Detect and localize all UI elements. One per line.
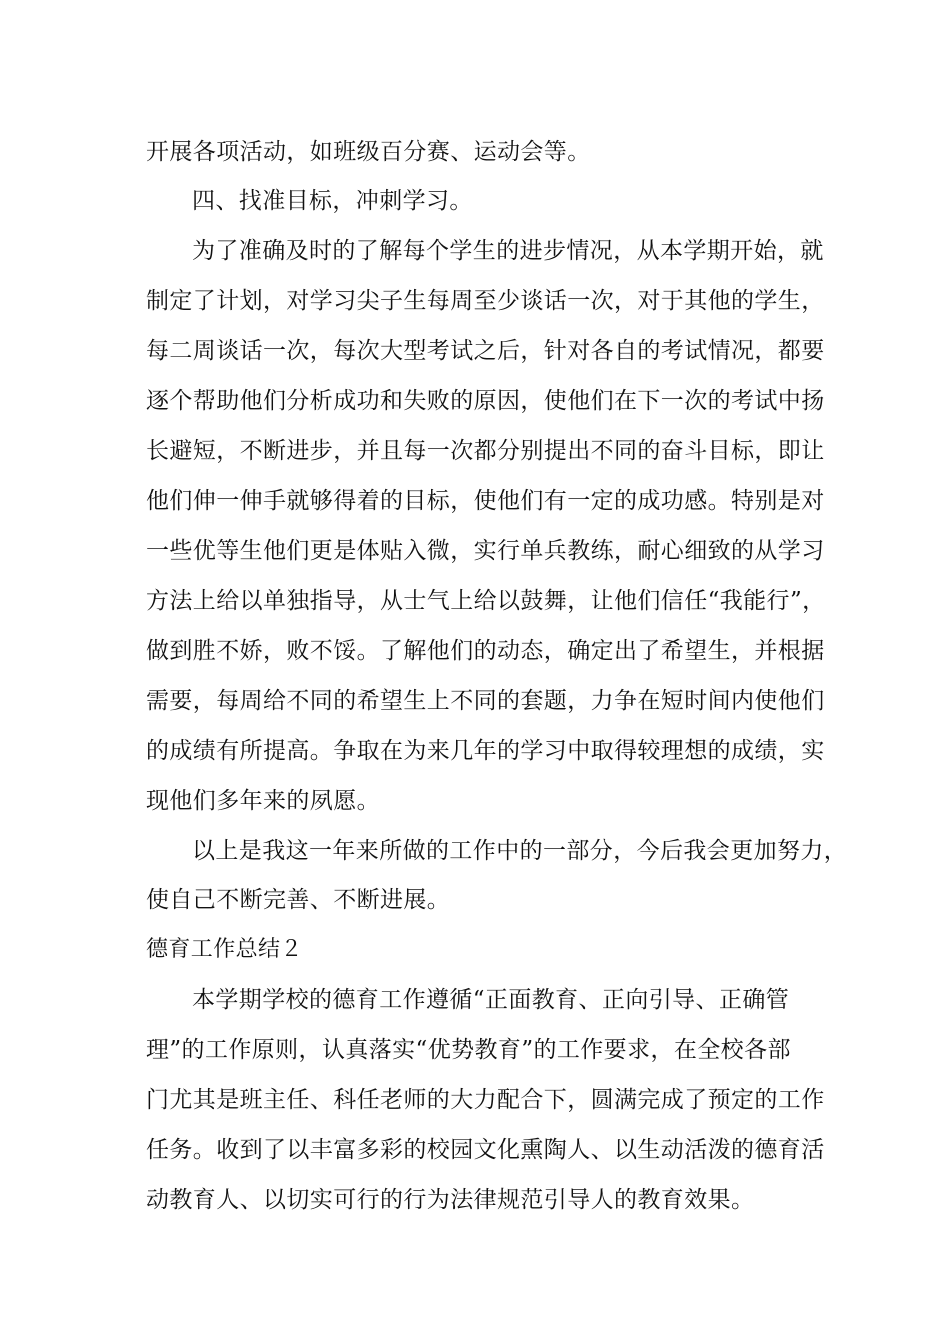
paragraph-line: 方法上给以单独指导，从士气上给以鼓舞，让他们信任“我能行”，: [146, 588, 826, 614]
paragraph-line: 需要，每周给不同的希望生上不同的套题，力争在短时间内使他们: [146, 688, 825, 714]
paragraph-line: 逐个帮助他们分析成功和失败的原因，使他们在下一次的考试中扬: [146, 388, 825, 414]
paragraph-line: 制定了计划，对学习尖子生每周至少谈话一次，对于其他的学生，: [146, 288, 825, 314]
paragraph-line: 门尤其是班主任、科任老师的大力配合下，圆满完成了预定的工作: [146, 1087, 825, 1113]
paragraph-line: 本学期学校的德育工作遵循“正面教育、正向引导、正确管: [192, 987, 790, 1013]
section-title: 德育工作总结２: [146, 937, 303, 962]
paragraph-line: 开展各项活动，如班级百分赛、运动会等。: [146, 139, 591, 165]
paragraph-line: 任务。收到了以丰富多彩的校园文化熏陶人、以生动活泼的德育活: [146, 1137, 825, 1163]
paragraph-line: 以上是我这一年来所做的工作中的一部分，今后我会更加努力，: [192, 838, 848, 864]
paragraph-line: 每二周谈话一次，每次大型考试之后，针对各自的考试情况，都要: [146, 338, 825, 364]
paragraph-line: 他们伸一伸手就够得着的目标，使他们有一定的成功感。特别是对: [146, 488, 825, 514]
paragraph-line: 理”的工作原则，认真落实“优势教育”的工作要求，在全校各部: [146, 1037, 791, 1063]
paragraph-line: 动教育人、以切实可行的行为法律规范引导人的教育效果。: [146, 1187, 755, 1213]
paragraph-line: 的成绩有所提高。争取在为来几年的学习中取得较理想的成绩，实: [146, 738, 825, 764]
section-heading: 四、找准目标，冲刺学习。: [192, 188, 473, 214]
paragraph-line: 为了准确及时的了解每个学生的进步情况，从本学期开始，就: [192, 238, 824, 264]
paragraph-line: 使自己不断完善、不断进展。: [146, 887, 451, 913]
paragraph-line: 做到胜不娇，败不馁。了解他们的动态，确定出了希望生，并根据: [146, 638, 825, 664]
paragraph-line: 长避短，不断进步，并且每一次都分别提出不同的奋斗目标，即让: [146, 438, 825, 464]
paragraph-line: 一些优等生他们更是体贴入微，实行单兵教练，耐心细致的从学习: [146, 538, 825, 564]
paragraph-line: 现他们多年来的夙愿。: [146, 788, 380, 814]
